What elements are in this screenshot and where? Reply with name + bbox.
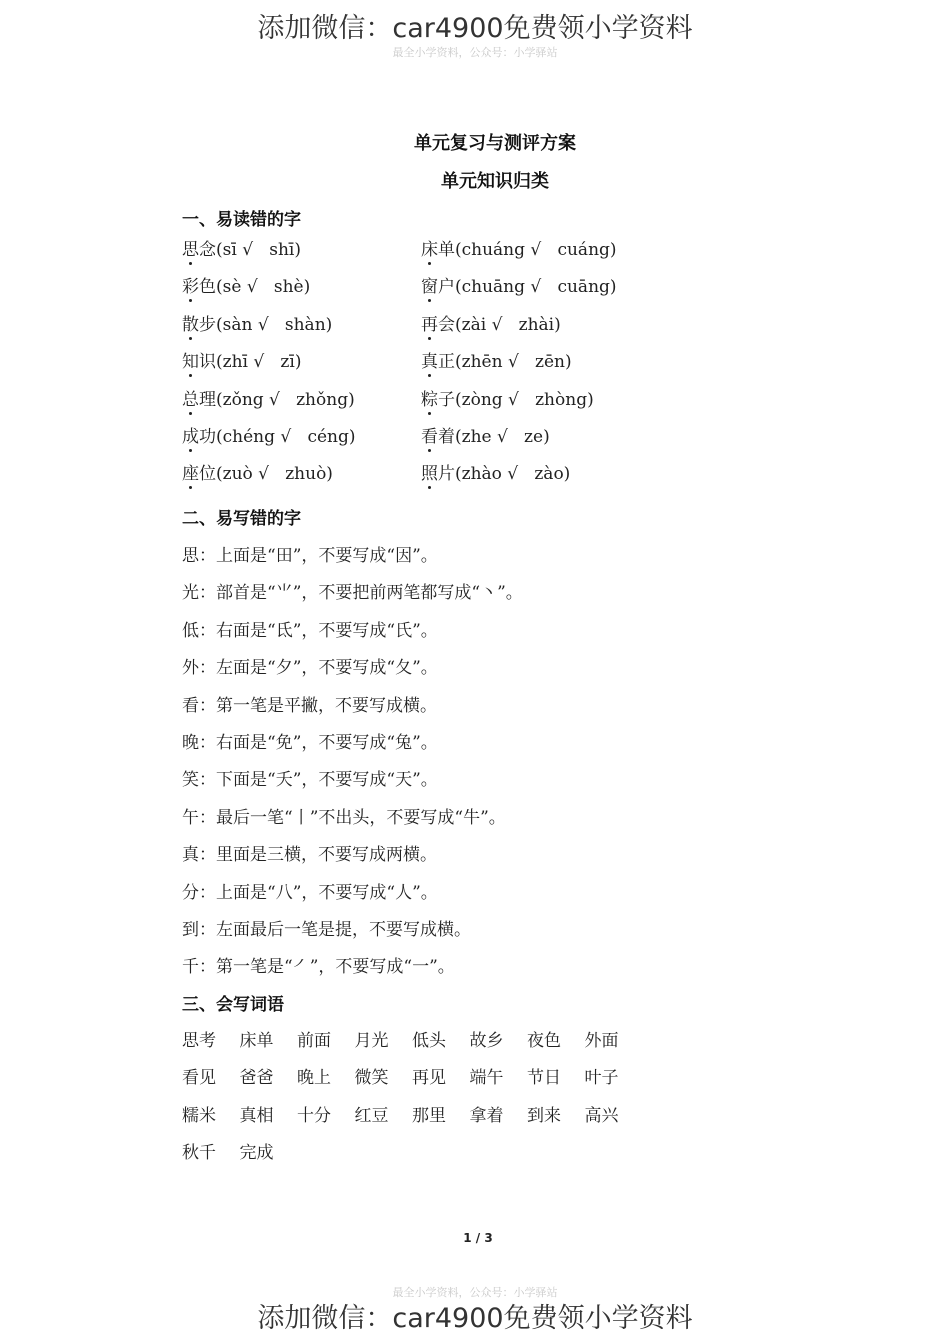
watermark-banner-bottom: 添加微信：car4900免费领小学资料 (257, 1303, 693, 1334)
misread-row-left (182, 459, 333, 484)
pinyin-options: (zhào √ zào) (455, 464, 571, 485)
misread-row-right (421, 310, 561, 335)
vocabulary-word: 思考 (182, 1031, 216, 1051)
vocabulary-word: 完成 (239, 1143, 274, 1164)
miswritten-line: 真：里面是三横，不要写成两横。 (182, 845, 437, 866)
vocabulary-word: 拿着 (469, 1105, 504, 1126)
miswritten-line: 晚：右面是“免”，不要写成“兔”。 (182, 733, 438, 753)
vocabulary-word: 低头 (412, 1031, 446, 1051)
vocabulary-word: 节日 (527, 1068, 561, 1089)
misread-row-right (421, 272, 617, 297)
miswritten-line: 笑：下面是“夭”，不要写成“天”。 (182, 770, 438, 791)
dotted-character: 彩 (182, 272, 199, 297)
misread-row-left (182, 422, 356, 447)
second-character: 色 (199, 277, 216, 298)
pinyin-options: (zhēn √ zēn) (455, 352, 572, 373)
second-character: 功 (199, 427, 216, 447)
vocabulary-word: 十分 (297, 1105, 331, 1126)
vocabulary-word: 糯米 (182, 1105, 216, 1126)
pinyin-options: (zǒng √ zhǒng) (216, 389, 355, 410)
misread-row-left (182, 272, 310, 297)
vocabulary-word: 看见 (182, 1068, 216, 1089)
vocabulary-word: 爸爸 (239, 1068, 274, 1089)
dotted-character: 座 (182, 459, 199, 484)
second-character: 理 (199, 389, 216, 410)
vocabulary-row (182, 1138, 297, 1163)
pinyin-options: (sè √ shè) (216, 277, 311, 298)
pinyin-options: (zài √ zhài) (455, 314, 561, 335)
misread-row-left (182, 347, 301, 372)
page-subtitle: 单元知识归类 (441, 171, 549, 192)
pinyin-options: (chéng √ céng) (216, 427, 356, 447)
misread-row-left (182, 235, 301, 260)
dotted-character: 窗 (421, 272, 438, 297)
dotted-character: 照 (421, 459, 438, 484)
second-character: 会 (438, 314, 455, 335)
watermark-banner-top: 添加微信：car4900免费领小学资料 (257, 13, 693, 44)
vocabulary-row (182, 1026, 642, 1051)
second-character: 步 (199, 314, 216, 335)
dotted-character: 再 (421, 310, 438, 335)
misread-row-right (421, 385, 594, 410)
vocabulary-word: 前面 (297, 1031, 331, 1051)
second-character: 子 (438, 389, 455, 410)
vocabulary-row (182, 1101, 642, 1126)
miswritten-line: 看：第一笔是平撇，不要写成横。 (182, 695, 437, 716)
page-number: 1 / 3 (463, 1231, 493, 1245)
vocabulary-word: 真相 (239, 1105, 274, 1126)
second-character: 单 (438, 240, 455, 260)
misread-row-left (182, 385, 355, 410)
vocabulary-word: 端午 (469, 1068, 504, 1089)
miswritten-line: 午：最后一笔“丨”不出头，不要写成“牛”。 (182, 807, 506, 828)
second-character: 正 (438, 352, 455, 373)
vocabulary-word: 外面 (584, 1031, 619, 1051)
vocabulary-word: 月光 (354, 1031, 389, 1051)
pinyin-options: (sàn √ shàn) (216, 314, 333, 335)
second-character: 念 (199, 240, 216, 260)
miswritten-line: 分：上面是“八”，不要写成“人”。 (182, 882, 438, 903)
second-character: 片 (438, 464, 455, 485)
vocabulary-word: 那里 (412, 1105, 446, 1126)
pinyin-options: (chuāng √ cuāng) (455, 277, 617, 298)
section-heading-vocabulary: 三、会写词语 (182, 995, 284, 1015)
pinyin-options: (zuò √ zhuò) (216, 464, 333, 485)
pinyin-options: (zhī √ zī) (216, 352, 302, 373)
section-heading-misread: 一、易读错的字 (182, 210, 301, 230)
vocabulary-word: 故乡 (469, 1031, 504, 1051)
vocabulary-word: 到来 (527, 1105, 561, 1126)
second-character: 着 (438, 427, 455, 447)
misread-row-right (421, 459, 570, 484)
dotted-character: 床 (421, 235, 438, 260)
dotted-character: 知 (182, 347, 199, 372)
second-character: 识 (199, 352, 216, 373)
miswritten-line: 千：第一笔是“㇒”，不要写成“一”。 (182, 957, 455, 978)
dotted-character: 成 (182, 422, 199, 447)
pinyin-options: (zhe √ ze) (455, 427, 550, 447)
miswritten-line: 到：左面最后一笔是提，不要写成横。 (182, 920, 471, 940)
footer-faint-text: 最全小学资料，公众号：小学驿站 (392, 1286, 558, 1299)
dotted-character: 真 (421, 347, 438, 372)
dotted-character: 看 (421, 422, 438, 447)
miswritten-line: 光：部首是“⺌”，不要把前两笔都写成“丶”。 (182, 583, 523, 604)
miswritten-line: 思：上面是“田”，不要写成“因”。 (182, 546, 438, 566)
miswritten-line: 外：左面是“夕”，不要写成“夂”。 (182, 658, 438, 679)
dotted-character: 总 (182, 385, 199, 410)
second-character: 位 (199, 464, 216, 485)
dotted-character: 散 (182, 310, 199, 335)
vocabulary-word: 晚上 (297, 1068, 331, 1089)
vocabulary-word: 高兴 (584, 1105, 619, 1126)
misread-row-right (421, 347, 572, 372)
section-heading-miswritten: 二、易写错的字 (182, 509, 301, 529)
vocabulary-word: 再见 (412, 1068, 446, 1089)
vocabulary-word: 叶子 (584, 1068, 619, 1089)
vocabulary-word: 秋千 (182, 1143, 216, 1164)
page-title: 单元复习与测评方案 (414, 133, 576, 154)
pinyin-options: (sī √ shī) (216, 240, 301, 260)
vocabulary-word: 微笑 (354, 1068, 389, 1089)
pinyin-options: (zòng √ zhòng) (455, 389, 594, 410)
miswritten-line: 低：右面是“氐”，不要写成“氏”。 (182, 620, 438, 641)
pinyin-options: (chuáng √ cuáng) (455, 240, 617, 260)
vocabulary-word: 夜色 (527, 1031, 561, 1051)
vocabulary-word: 床单 (239, 1031, 274, 1051)
vocabulary-word: 红豆 (354, 1105, 389, 1126)
second-character: 户 (438, 277, 455, 298)
misread-row-left (182, 310, 332, 335)
misread-row-right (421, 422, 550, 447)
header-faint-text: 最全小学资料，公众号：小学驿站 (392, 46, 558, 59)
dotted-character: 思 (182, 235, 199, 260)
vocabulary-row (182, 1063, 642, 1088)
misread-row-right (421, 235, 617, 260)
dotted-character: 粽 (421, 385, 438, 410)
